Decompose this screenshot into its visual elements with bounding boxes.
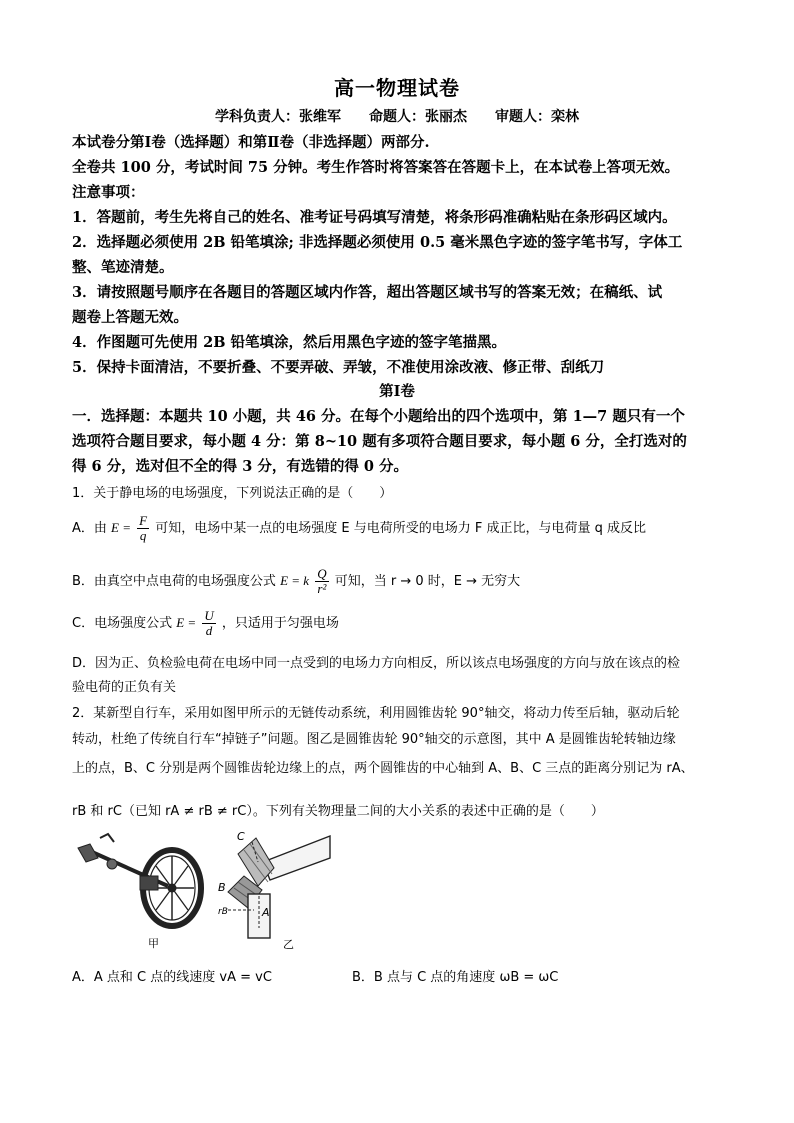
q1-stem: 1．关于静电场的电场强度，下列说法正确的是（ ） (72, 486, 393, 501)
q1-c-denominator: d (205, 623, 213, 638)
q1-c-lhs: E = (176, 615, 197, 630)
notes-title: 注意事项： (72, 184, 145, 201)
figure-yi-bevel-gears (208, 832, 333, 940)
q2-line-1: 2．某新型自行车，采用如图甲所示的无链传动系统，利用圆锥齿轮 90°轴交，将动力传至后轴，驱动后轮 (72, 706, 680, 721)
figure-yi-label: 乙 (283, 938, 294, 951)
q1-option-a (72, 514, 732, 543)
figure-jia-wheel (72, 828, 217, 933)
intro-line-2: 全卷共 100 分，考试时间 75 分钟。考生作答时将答案答在答题卡上，在本试卷上答项无效。 (72, 159, 680, 176)
section-desc-3: 得 6 分，选对但不全的得 3 分，有选错的得 0 分。 (72, 458, 409, 475)
q2-line-2: 转动，杜绝了传统自行车“掉链子”问题。图乙是圆锥齿轮 90°轴交的示意图，其中 A 是圆锥齿轮转轴边缘 (72, 732, 676, 747)
note-1: 1．答题前，考生先将自己的姓名、准考证号码填写清楚，将条形码准确粘贴在条形码区域内。 (72, 209, 677, 226)
section-label: 第Ⅰ卷 (379, 383, 415, 400)
figure-yi-point-b: B (218, 881, 226, 894)
q1-a-denominator: q (139, 528, 147, 543)
q2-line-3: 上的点，B、C 分别是两个圆锥齿轮边缘上的点，两个圆锥齿的中心轴到 A、B、C 三点的距离分别记为 rA、 (72, 761, 694, 776)
note-5: 5．保持卡面清洁，不要折叠、不要弄破、弄皱，不准使用涂改液、修正带、刮纸刀 (72, 359, 605, 376)
q1-option-b (72, 567, 732, 596)
staff-line: 学科负责人：张维军 命题人：张丽杰 审题人：栾林 (215, 109, 579, 125)
q1-option-c (72, 609, 732, 638)
q1-a-prefix: A．由 (72, 521, 107, 536)
q1-b-prefix: B．由真空中点电荷的电场强度公式 (72, 574, 276, 589)
figure-yi-point-c: C (237, 830, 245, 843)
q1-b-lhs: E = k (280, 573, 310, 588)
q1-a-text: 可知，电场中某一点的电场强度 E 与电荷所受的电场力 F 成正比，与电荷量 q 成反比 (155, 521, 646, 536)
q1-c-fraction (202, 609, 215, 638)
note-4: 4．作图题可先使用 2B 铅笔填涂，然后用黑色字迹的签字笔描黑。 (72, 334, 507, 351)
q1-c-numerator: U (204, 608, 214, 623)
q1-b-fraction (315, 567, 328, 596)
note-2b: 整、笔迹清楚。 (72, 259, 174, 276)
section-desc-1: 一．选择题：本题共 10 小题，共 46 分。在每个小题给出的四个选项中，第 1—7 题只有一个 (72, 408, 685, 425)
q1-c-text: ，只适用于匀强电场 (221, 616, 339, 631)
q1-option-d-1: D．因为正、负检验电荷在电场中同一点受到的电场力方向相反，所以该点电场强度的方向与放在该点的检 (72, 656, 681, 671)
note-2a: 2．选择题必须使用 2B 铅笔填涂; 非选择题必须使用 0.5 毫米黑色字迹的签字笔书写，字体工 (72, 234, 683, 251)
figure-yi-rb: rB (218, 907, 228, 917)
exam-title: 高一物理试卷 (334, 76, 460, 100)
q1-b-numerator: Q (317, 566, 327, 581)
note-3a: 3．请按照题号顺序在各题目的答题区域内作答，超出答题区域书写的答案无效；在稿纸、试 (72, 284, 663, 301)
q1-a-numerator: F (139, 513, 148, 528)
q1-option-d-2: 验电荷的正负有关 (72, 680, 177, 695)
q1-b-denominator: r² (317, 581, 327, 596)
figure-yi-point-a: A (262, 906, 270, 919)
q1-a-lhs: E = (111, 520, 132, 535)
note-3b: 题卷上答题无效。 (72, 309, 188, 326)
intro-line-1: 本试卷分第Ⅰ卷（选择题）和第Ⅱ卷（非选择题）两部分. (72, 134, 430, 151)
figure-jia-label: 甲 (148, 937, 159, 950)
section-desc-2: 选项符合题目要求，每小题 4 分：第 8~10 题有多项符合题目要求，每小题 6 分，全打选对的 (72, 433, 687, 450)
q1-b-text: 可知，当 r → 0 时，E → 无穷大 (334, 574, 521, 589)
q2-option-a: A．A 点和 C 点的线速度 vA = vC (72, 970, 272, 985)
q1-c-prefix: C．电场强度公式 (72, 616, 173, 631)
q1-a-fraction (137, 514, 149, 543)
q2-option-b: B．B 点与 C 点的角速度 ωB = ωC (352, 970, 559, 985)
q2-line-4: rB 和 rC（已知 rA ≠ rB ≠ rC）。下列有关物理量二间的大小关系的表述中正确的是（ ） (72, 804, 604, 819)
